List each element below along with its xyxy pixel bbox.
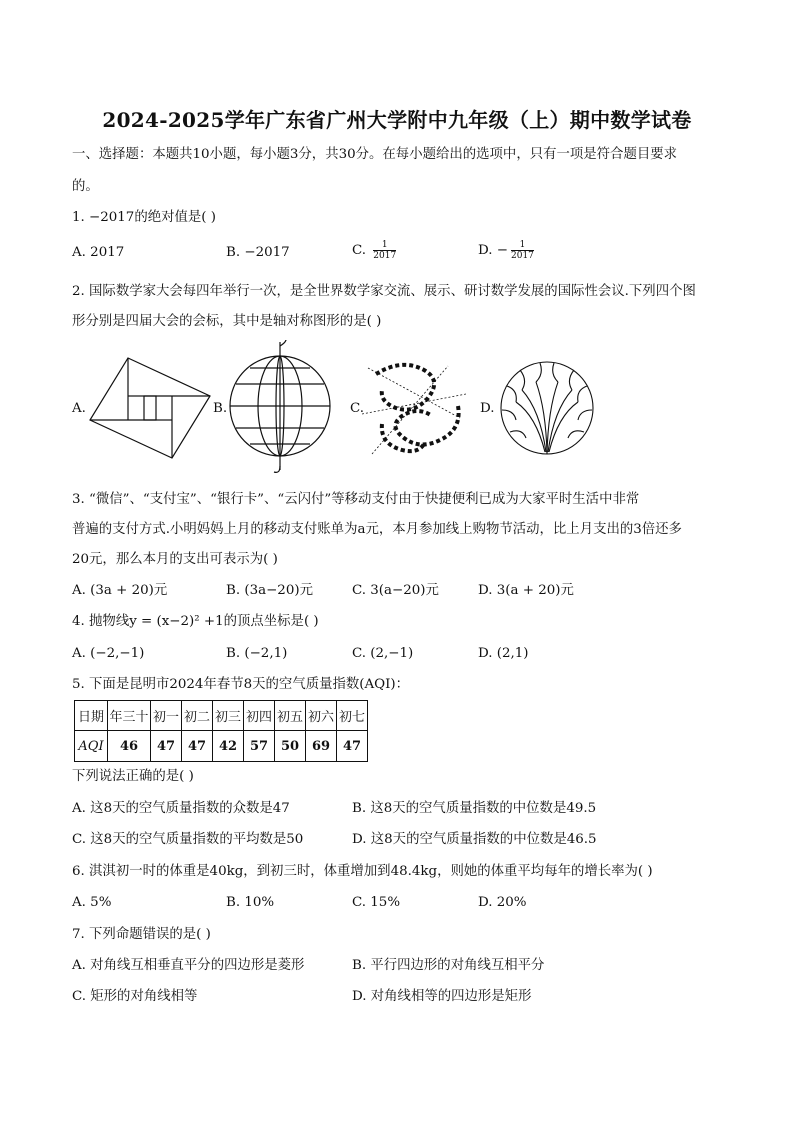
q1-stem: 1. −2017的绝对值是( ) <box>72 210 216 225</box>
q2-figure-d-circle-arcs-logo <box>496 360 598 456</box>
q4-stem: 4. 抛物线y = (x−2)² +1的顶点坐标是( ) <box>72 614 319 629</box>
q5-option-b: B. 这8天的空气质量指数的中位数是49.5 <box>352 801 597 816</box>
aqi-value-cell: 46 <box>108 731 151 762</box>
aqi-header-cell: 初二 <box>182 701 213 731</box>
q2-label-b: B. <box>213 401 228 416</box>
q7-option-b: B. 平行四边形的对角线互相平分 <box>352 958 545 973</box>
q3-stem-line3: 20元，那么本月的支出可表示为( ) <box>72 552 278 567</box>
q2-figure-a-squares-logo <box>88 356 216 460</box>
aqi-header-cell: 初七 <box>337 701 368 731</box>
q6-stem: 6. 淇淇初一时的体重是40kg，到初三时，体重增加到48.4kg，则她的体重平均每年的增长率为( ) <box>72 864 653 879</box>
aqi-value-cell: 42 <box>213 731 244 762</box>
q3-option-a: A. (3a + 20)元 <box>72 583 168 598</box>
aqi-value-cell: 50 <box>275 731 306 762</box>
q3-stem-line2: 普遍的支付方式.小明妈妈上月的移动支付账单为a元，本月参加线上购物节活动，比上月支出的3倍还多 <box>72 522 682 537</box>
q3-stem-line1: 3. “微信”、“支付宝”、“银行卡”、“云闪付”等移动支付由于快捷便利已成为大家平时生活中非常 <box>72 492 640 507</box>
aqi-value-cell: 47 <box>151 731 182 762</box>
aqi-value-cell: 69 <box>306 731 337 762</box>
aqi-header-cell: 日期 <box>75 701 108 731</box>
q5-stem: 5. 下面是昆明市2024年春节8天的空气质量指数(AQI)： <box>72 677 410 692</box>
page-title: 2024-2025学年广东省广州大学附中九年级（上）期中数学试卷 <box>102 108 692 132</box>
q2-figure-b-globe-logo <box>228 340 340 476</box>
q6-option-d: D. 20% <box>478 895 527 910</box>
aqi-header-cell: 初一 <box>151 701 182 731</box>
q1-option-c-fraction: $\frac{1}{2017}$ <box>373 240 397 261</box>
aqi-header-cell: 初六 <box>306 701 337 731</box>
q7-stem: 7. 下列命题错误的是( ) <box>72 927 211 942</box>
aqi-value-cell: 47 <box>182 731 213 762</box>
aqi-header-cell: 初四 <box>244 701 275 731</box>
q6-option-b: B. 10% <box>226 895 275 910</box>
q4-option-d: D. (2,1) <box>478 646 529 661</box>
q7-option-a: A. 对角线互相垂直平分的四边形是菱形 <box>72 958 305 973</box>
aqi-table-header-row <box>75 701 368 731</box>
q1-option-b: B. −2017 <box>226 245 290 260</box>
q4-option-b: B. (−2,1) <box>226 646 288 661</box>
section-instruction-line2: 的。 <box>72 179 99 194</box>
q5-option-a: A. 这8天的空气质量指数的众数是47 <box>72 801 290 816</box>
q1-option-a: A. 2017 <box>72 245 125 260</box>
q5-question: 下列说法正确的是( ) <box>72 769 194 784</box>
q7-option-d: D. 对角线相等的四边形是矩形 <box>352 989 532 1004</box>
q2-stem-line2: 形分别是四届大会的会标，其中是轴对称图形的是( ) <box>72 314 382 329</box>
aqi-header-cell: 年三十 <box>108 701 151 731</box>
q1-option-d-fraction: $\frac{1}{2017}$ <box>511 240 534 261</box>
aqi-value-cell: 47 <box>337 731 368 762</box>
q3-option-d: D. 3(a + 20)元 <box>478 583 574 598</box>
q3-option-c: C. 3(a−20)元 <box>352 583 439 598</box>
q6-option-c: C. 15% <box>352 895 401 910</box>
aqi-value-cell: 57 <box>244 731 275 762</box>
aqi-table-value-row <box>75 731 368 762</box>
q2-figure-c-knot-logo <box>362 358 466 462</box>
q7-option-c: C. 矩形的对角线相等 <box>72 989 198 1004</box>
q3-option-b: B. (3a−20)元 <box>226 583 313 598</box>
section-instruction-line1: 一、选择题：本题共10小题，每小题3分，共30分。在每小题给出的选项中，只有一项是符合题目要求 <box>72 147 678 162</box>
aqi-header-cell: 初五 <box>275 701 306 731</box>
q6-option-a: A. 5% <box>72 895 112 910</box>
q1-option-d: D. − $\frac{1}{2017}$ <box>478 240 534 261</box>
q1-option-c: C. $\frac{1}{2017}$ <box>352 240 397 261</box>
q2-label-c: C. <box>350 401 365 416</box>
q4-option-a: A. (−2,−1) <box>72 646 145 661</box>
q5-option-d: D. 这8天的空气质量指数的中位数是46.5 <box>352 832 597 847</box>
aqi-row-label: AQI <box>75 731 108 762</box>
aqi-header-cell: 初三 <box>213 701 244 731</box>
q4-option-c: C. (2,−1) <box>352 646 414 661</box>
q2-label-d: D. <box>480 401 495 416</box>
q5-option-c: C. 这8天的空气质量指数的平均数是50 <box>72 832 304 847</box>
q2-stem-line1: 2. 国际数学家大会每四年举行一次，是全世界数学家交流、展示、研讨数学发展的国际性会议.下列四个图 <box>72 284 696 299</box>
q2-label-a: A. <box>72 401 86 416</box>
aqi-table <box>74 700 368 762</box>
